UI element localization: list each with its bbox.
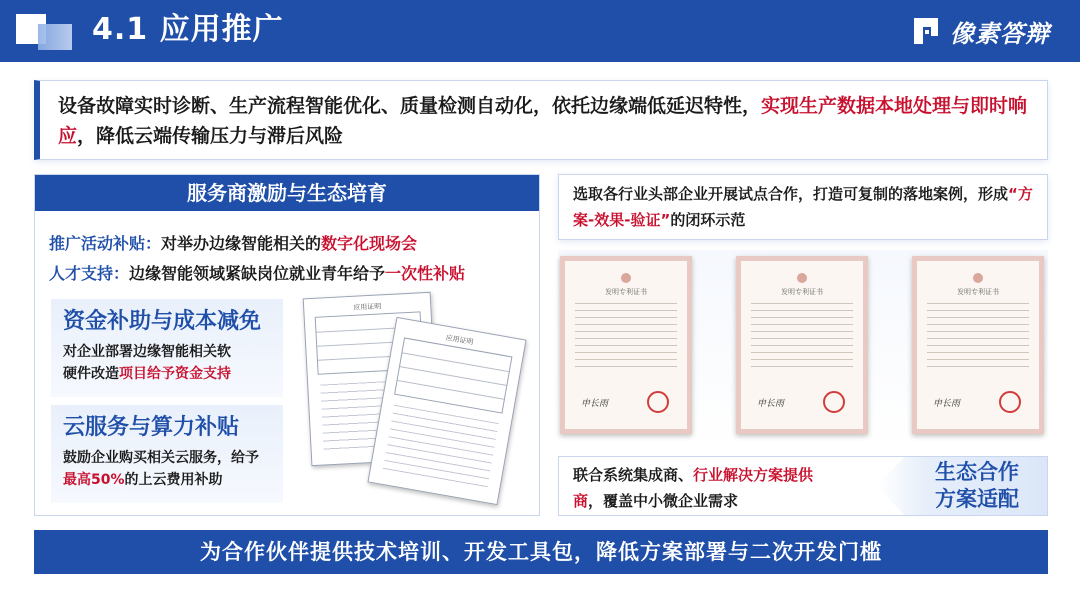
seal-icon bbox=[647, 391, 669, 413]
partner-highlight: 行业解决方案提供 bbox=[693, 466, 814, 484]
promotion-subsidy-text: 对举办边缘智能相关的 bbox=[161, 234, 322, 253]
cloud-card-text bbox=[63, 447, 271, 491]
intro-text-end: ，降低云端传输压力与滞后风险 bbox=[77, 125, 344, 147]
pilot-description bbox=[558, 174, 1048, 240]
patent-certificate bbox=[912, 256, 1044, 434]
funding-card-highlight: 项目给予资金支持 bbox=[119, 366, 231, 382]
promotion-subsidy-highlight: 数字化现场会 bbox=[321, 234, 418, 253]
brand-logo bbox=[912, 14, 1050, 48]
partner-text bbox=[573, 462, 873, 514]
intro-box bbox=[34, 80, 1048, 160]
incentive-panel-title: 服务商激励与生态培育 bbox=[35, 175, 539, 211]
pilot-text: 选取各行业头部企业开展试点合作，打造可复制的落地案例，形成 bbox=[573, 185, 1009, 203]
funding-card-text-2: 硬件改造 bbox=[63, 366, 119, 382]
talent-support-label: 人才支持： bbox=[49, 264, 130, 283]
page-title: 4.1 应用推广 bbox=[92, 12, 284, 47]
partner-text-1: 联合系统集成商、 bbox=[573, 466, 694, 484]
brand-icon bbox=[912, 16, 942, 46]
intro-text: 设备故障实时诊断、生产流程智能优化、质量检测自动化，依托边缘端低延迟特性， bbox=[58, 95, 762, 117]
patent-certificate bbox=[736, 256, 868, 434]
funding-card-text bbox=[63, 341, 271, 385]
incentive-panel bbox=[34, 174, 540, 516]
certificate-title: 发明专利证书 bbox=[957, 288, 999, 296]
certificate-signature: 申长雨 bbox=[757, 399, 785, 409]
partner-box bbox=[558, 456, 1048, 516]
partner-highlight-end: 商 bbox=[573, 492, 589, 510]
cloud-card-highlight: 最高50% bbox=[63, 472, 125, 488]
ecosystem-tag bbox=[927, 459, 1027, 513]
cloud-card-text-2: 的上云费用补助 bbox=[124, 472, 223, 488]
footer-banner: 为合作伙伴提供技术培训、开发工具包，降低方案部署与二次开发门槛 bbox=[34, 530, 1048, 574]
certificate-gallery bbox=[558, 250, 1048, 450]
cloud-card-title: 云服务与算力补贴 bbox=[63, 415, 240, 440]
funding-card-title: 资金补助与成本减免 bbox=[63, 309, 262, 334]
promotion-subsidy-label: 推广活动补贴： bbox=[49, 234, 162, 253]
document-title: 应用证明 bbox=[445, 333, 474, 347]
document-title: 应用证明 bbox=[353, 302, 382, 312]
funding-card-text-1: 对企业部署边缘智能相关软 bbox=[63, 344, 231, 360]
certificate-signature: 申长雨 bbox=[933, 399, 961, 409]
partner-text-2: ，覆盖中小微企业需求 bbox=[588, 492, 739, 510]
ecosystem-tag-line-2: 方案适配 bbox=[935, 487, 1019, 511]
brand-name: 像素答辩 bbox=[950, 19, 1050, 48]
seal-icon bbox=[999, 391, 1021, 413]
seal-icon bbox=[823, 391, 845, 413]
talent-support-text: 边缘智能领域紧缺岗位就业青年给予 bbox=[129, 264, 386, 283]
header-bar bbox=[0, 0, 1080, 62]
intro-highlight: 实现生产数据本地处理与即时响应 bbox=[58, 95, 1028, 147]
cloud-card-text-1: 鼓励企业购买相关云服务，给予 bbox=[63, 450, 259, 466]
application-proof-document bbox=[367, 317, 526, 505]
pilot-panel bbox=[558, 174, 1048, 516]
promotion-subsidy-line bbox=[49, 233, 417, 255]
pilot-text-end: 的闭环示范 bbox=[670, 211, 746, 229]
ecosystem-tag-line-1: 生态合作 bbox=[935, 460, 1019, 484]
talent-support-highlight: 一次性补贴 bbox=[385, 264, 466, 283]
pilot-highlight: “方案-效果-验证” bbox=[573, 185, 1033, 229]
patent-certificate bbox=[560, 256, 692, 434]
certificate-title: 发明专利证书 bbox=[605, 288, 647, 296]
cloud-card bbox=[51, 405, 283, 503]
certificate-title: 发明专利证书 bbox=[781, 288, 823, 296]
certificate-signature: 申长雨 bbox=[581, 399, 609, 409]
talent-support-line bbox=[49, 263, 465, 285]
header-decoration bbox=[16, 14, 80, 48]
funding-card bbox=[51, 299, 283, 397]
